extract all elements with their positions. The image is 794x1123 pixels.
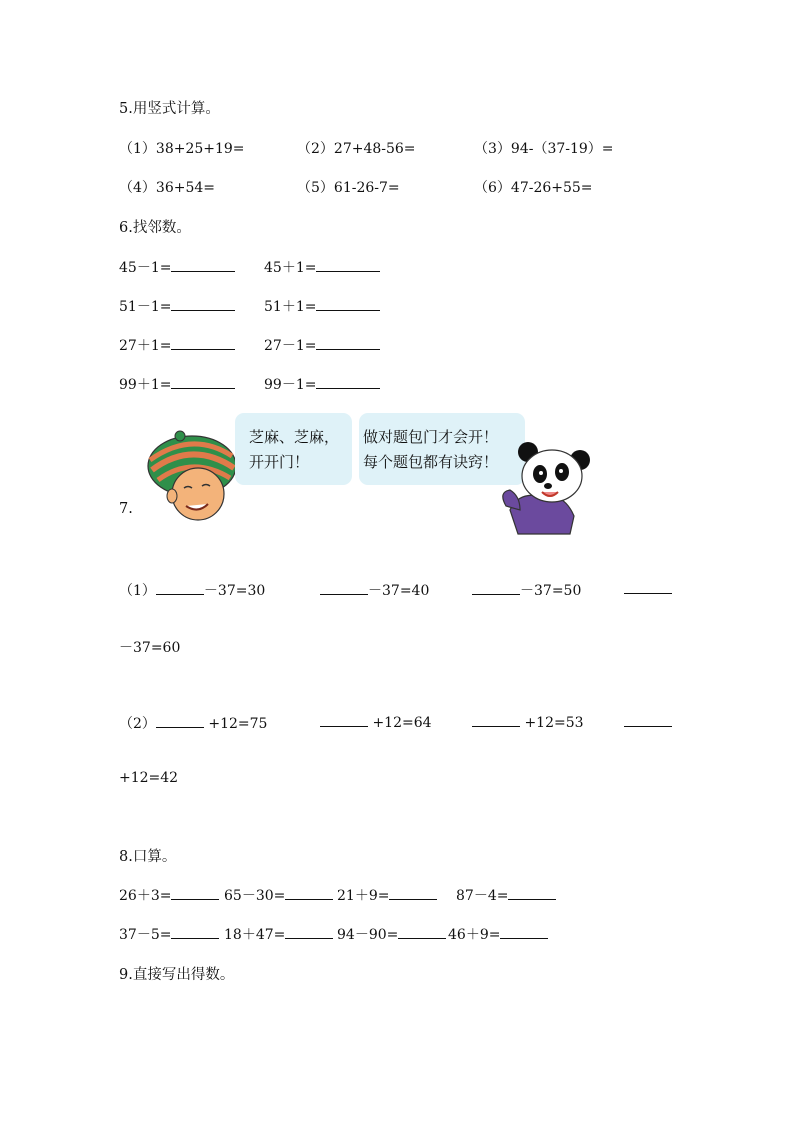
expression: 45－1=: [119, 260, 172, 276]
answer-blank[interactable]: [316, 336, 380, 350]
answer-blank[interactable]: [316, 297, 380, 311]
expression: 45＋1=: [264, 260, 317, 276]
answer-blank[interactable]: [398, 925, 446, 939]
expression: 87－4=: [456, 888, 509, 904]
answer-blank[interactable]: [171, 925, 219, 939]
q6-row-1-left: [119, 257, 235, 277]
bubble-line: 做对题包门才会开！: [363, 428, 499, 446]
answer-blank[interactable]: [316, 375, 380, 389]
expression: 51－1=: [119, 299, 172, 315]
panda-illustration: [498, 440, 594, 536]
expression: －37=50: [520, 583, 582, 599]
q7-row-2-wrap: +12=42: [119, 770, 179, 786]
q8-row-2-item-1: [119, 924, 219, 944]
q8-row-2-item-2: [224, 924, 333, 944]
expression: +12=64: [372, 715, 432, 731]
q6-row-3-left: [119, 335, 235, 355]
answer-blank[interactable]: [624, 580, 672, 594]
q7-row-2-item-1: [119, 713, 267, 733]
expression: +12=53: [524, 715, 584, 731]
expression: 27＋1=: [119, 338, 172, 354]
answer-blank[interactable]: [171, 375, 235, 389]
answer-blank[interactable]: [472, 713, 520, 727]
genie-illustration: [140, 430, 240, 526]
q7-row-2-item-2: [320, 713, 432, 731]
q8-row-2-item-4: [448, 924, 548, 944]
q7-row-1-item-1: [119, 580, 265, 600]
expression: +12=75: [208, 716, 268, 732]
q8-row-1-item-2: [224, 885, 333, 905]
q7-row-1-wrap: －37=60: [119, 640, 181, 656]
expression: 94－90=: [337, 927, 399, 943]
expression: 65－30=: [224, 888, 286, 904]
q8-row-1-item-4: [456, 885, 556, 905]
expression: 51＋1=: [264, 299, 317, 315]
q7-row-2-item-4: [624, 713, 672, 731]
expression: 21＋9=: [337, 888, 390, 904]
expression: 27－1=: [264, 338, 317, 354]
q8-title: 8.口算。: [119, 849, 177, 865]
q5-item-1: （1）38+25+19=: [119, 141, 245, 157]
expression: 99＋1=: [119, 377, 172, 393]
item-label: （2）: [119, 716, 156, 732]
expression: 18＋47=: [224, 927, 286, 943]
q8-row-1-item-3: [337, 885, 437, 905]
item-label: （1）: [119, 583, 156, 599]
q5-item-4: （4）36+54=: [119, 180, 215, 196]
q7-row-1-item-4: [624, 580, 672, 598]
q5-item-3: （3）94-（37-19）=: [474, 141, 614, 157]
expression: 26＋3=: [119, 888, 172, 904]
q7-title: 7.: [119, 501, 133, 517]
speech-bubble-genie: [235, 413, 352, 485]
q5-title: 5.用竖式计算。: [119, 101, 220, 117]
q6-row-4-left: [119, 374, 235, 394]
q5-item-2: （2）27+48-56=: [297, 141, 416, 157]
answer-blank[interactable]: [624, 713, 672, 727]
q6-row-2-right: [264, 296, 380, 316]
q7-row-2-item-3: [472, 713, 584, 731]
bubble-line: 芝麻、芝麻，: [249, 428, 340, 446]
expression: 46＋9=: [448, 927, 501, 943]
answer-blank[interactable]: [508, 886, 556, 900]
answer-blank[interactable]: [472, 581, 520, 595]
q9-title: 9.直接写出得数。: [119, 967, 235, 983]
answer-blank[interactable]: [316, 258, 380, 272]
q6-row-3-right: [264, 335, 380, 355]
q5-item-6: （6）47-26+55=: [474, 180, 593, 196]
answer-blank[interactable]: [171, 297, 235, 311]
q8-row-1-item-1: [119, 885, 219, 905]
bubble-line: 每个题包都有诀窍！: [363, 453, 499, 471]
answer-blank[interactable]: [156, 581, 204, 595]
answer-blank[interactable]: [320, 713, 368, 727]
answer-blank[interactable]: [171, 886, 219, 900]
bubble-line: 开开门！: [249, 453, 310, 471]
answer-blank[interactable]: [500, 925, 548, 939]
answer-blank[interactable]: [171, 258, 235, 272]
answer-blank[interactable]: [285, 886, 333, 900]
answer-blank[interactable]: [285, 925, 333, 939]
q5-item-5: （5）61-26-7=: [297, 180, 400, 196]
expression: 99－1=: [264, 377, 317, 393]
q7-row-1-item-3: [472, 580, 581, 600]
q6-row-2-left: [119, 296, 235, 316]
expression: －37=40: [368, 583, 430, 599]
answer-blank[interactable]: [156, 714, 204, 728]
answer-blank[interactable]: [171, 336, 235, 350]
q6-row-4-right: [264, 374, 380, 394]
expression: 37－5=: [119, 927, 172, 943]
q6-row-1-right: [264, 257, 380, 277]
q6-title: 6.找邻数。: [119, 220, 191, 236]
answer-blank[interactable]: [389, 886, 437, 900]
q7-row-1-item-2: [320, 580, 429, 600]
answer-blank[interactable]: [320, 581, 368, 595]
q8-row-2-item-3: [337, 924, 446, 944]
expression: －37=30: [203, 583, 266, 599]
